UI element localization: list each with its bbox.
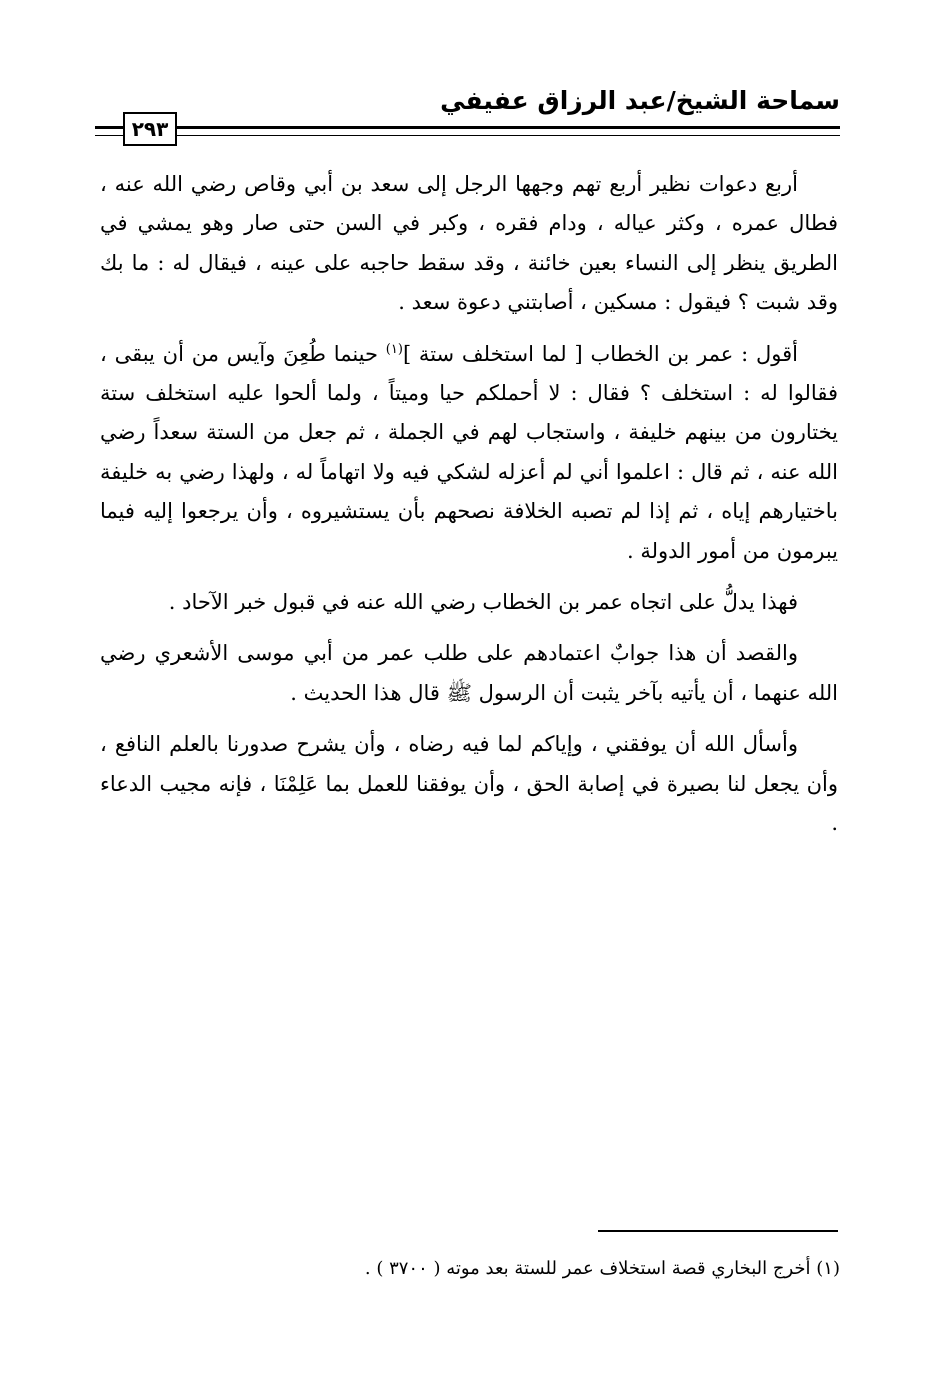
footnote: (١) أخرج البخاري قصة استخلاف عمر للستة بعد موته ( ٣٧٠٠ ) . <box>364 1258 840 1279</box>
paragraph <box>100 335 838 571</box>
header-rule <box>175 126 840 136</box>
header-rule-left <box>95 126 123 136</box>
page-number: ٢٩٣ <box>123 112 177 146</box>
paragraph: أربع دعوات نظير أربع تهم وجهها الرجل إلى سعد بن أبي وقاص رضي الله عنه ، فطال عمره ، وكثر عياله ، ودام فقره ، وكبر في السن حتى صار وهو يمشي في الطريق ينظر إلى النساء بعين خائنة ، وقد سقط حاجبه على عينه ، فيقال له : ما بك وقد شبت ؟ فيقول : مسكين ، أصابتني دعوة سعد . <box>100 172 838 315</box>
paragraph: والقصد أن هذا جوابٌ اعتمادهم على طلب عمر من أبي موسى الأشعري رضي الله عنهما ، أن يأتيه بآخر يثبت أن الرسول ﷺ قال هذا الحديث . <box>100 641 838 705</box>
page-header <box>95 78 840 148</box>
paragraph: وأسأل الله أن يوفقني ، وإياكم لما فيه رضاه ، وأن يشرح صدورنا بالعلم النافع ، وأن يجعل لنا بصيرة في إصابة الحق ، وأن يوفقنا للعمل بما عَلِمْنَا ، فإنه مجيب الدعاء . <box>100 732 838 836</box>
book-title: سماحة الشيخ/عبد الرزاق عفيفي <box>440 86 840 115</box>
footnote-reference[interactable]: (١) <box>385 341 403 357</box>
footnote-divider <box>598 1230 838 1232</box>
paragraph-text: حينما طُعِنَ وآيس من أن يبقى ، فقالوا له : استخلف ؟ فقال : لا أحملكم حيا وميتاً ، ولما ألحوا عليه استخلف ستة يختارون من بينهم خليفة ، واستجاب لهم في الجملة ، ثم جعل من الستة سعداً رضي الله عنه ، ثم قال : اعلموا أني لم أعزله لشكي فيه ولا اتهاماً له ، ولهذا رضي به خليفة باختيارهم إياه ، ثم إذا لم تصبه الخلافة نصحهم بأن يستشيروه ، وأن يرجعوا إليه فيما يبرمون من أمور الدولة . <box>100 341 838 563</box>
paragraph: فهذا يدلُّ على اتجاه عمر بن الخطاب رضي الله عنه في قبول خبر الآحاد . <box>168 590 798 615</box>
paragraph-text: أقول : عمر بن الخطاب [ لما استخلف ستة ] <box>402 341 798 366</box>
page-body <box>100 165 838 856</box>
